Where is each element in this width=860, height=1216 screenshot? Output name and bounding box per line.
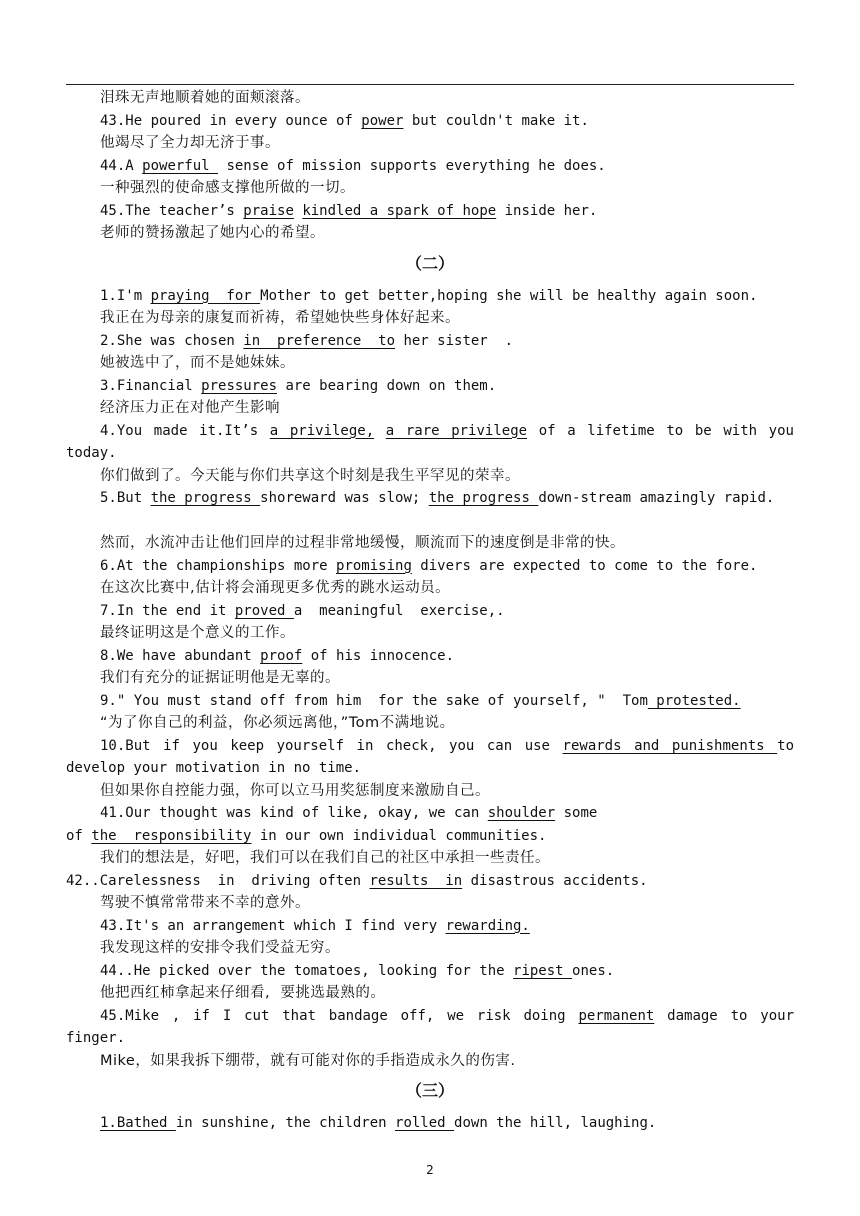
sentence-43: 43.It's an arrangement which I find very rewarding. [100,917,530,934]
sentence-45: 45.Mike , if I cut that bandage off, we risk doing permanent damage to your finger. [66,1007,794,1046]
answer-blank: praise [243,202,294,219]
answer-blank: results in [369,872,463,889]
sentence-2: 2.She was chosen in preference to her sister . [100,332,514,349]
answer-blank: a privilege, [269,422,375,439]
answer-blank: a rare privilege [385,422,528,439]
document-body [66,87,794,1135]
translation-1: 我正在为母亲的康复而祈祷，希望她快些身体好起来。 [100,310,460,326]
sentence-7: 7.In the end it proved a meaningful exercise,. [100,602,505,619]
answer-blank: 1.Bathed [100,1115,176,1131]
sentence-3: 3.Financial pressures are bearing down on them. [100,377,497,394]
answer-blank: powerful [142,157,219,174]
answer-blank: proved [234,602,294,619]
translation-2: 她被选中了，而不是她妹妹。 [100,355,295,371]
translation-41: 我们的想法是，好吧，我们可以在我们自己的社区中承担一些责任。 [100,850,550,866]
translation-43: 他竭尽了全力却无济于事。 [100,135,280,151]
translation-7: 最终证明这是个意义的工作。 [100,625,295,641]
page-number: 2 [426,1163,434,1177]
translation-10: 但如果你自控能力强，你可以立马用奖惩制度来激励自己。 [100,782,490,799]
translation-45: 老师的赞扬激起了她内心的希望。 [100,225,325,241]
answer-blank: praying for [150,287,261,304]
answer-blank: kindled a spark of hope [302,202,497,219]
answer-blank: pressures [201,377,278,394]
header-rule [66,84,794,85]
translation-44: 他把西红柿拿起来仔细看, 要挑选最熟的。 [100,985,386,1001]
sentence-44: 44..He picked over the tomatoes, looking for the ripest ones. [100,962,615,979]
sentence-1: 1.Bathed in sunshine, the children rolled down the hill, laughing. [100,1115,657,1131]
sentence-6: 6.At the championships more promising divers are expected to come to the fore. [100,557,758,574]
sentence-1: 1.I'm praying for Mother to get better,hoping she will be healthy again soon. [100,287,758,304]
translation-line: 泪珠无声地顺着她的面颊滚落。 [100,90,310,106]
translation-45: Mike，如果我拆下绷带，就有可能对你的手指造成永久的伤害. [100,1052,516,1069]
translation-43: 我发现这样的安排令我们受益无穷。 [100,940,340,956]
translation-6: 在这次比赛中,估计将会涌现更多优秀的跳水运动员。 [100,580,451,596]
answer-blank: the responsibility [91,827,252,844]
answer-blank: in preference to [243,332,396,349]
sentence-41-continued: of the responsibility in our own individual communities. [66,827,547,844]
translation-4: 你们做到了。今天能与你们共享这个时刻是我生平罕见的荣幸。 [100,467,520,484]
answer-blank: promising [336,557,412,574]
sentence-8: 8.We have abundant proof of his innocence. [100,647,455,664]
section-heading-2: （二） [405,253,454,273]
sentence-9: 9." You must stand off from him for the sake of yourself, " Tom protested. [100,692,741,709]
answer-blank: rewards and punishments [562,737,778,754]
translation-9: “为了你自己的利益，你必须远离他，”Tom不满地说。 [100,715,455,731]
translation-8: 我们有充分的证据证明他是无辜的。 [100,670,340,686]
section-heading-3: （三） [405,1081,454,1100]
translation-3: 经济压力正在对他产生影响 [100,400,280,416]
sentence-43: 43.He poured in every ounce of power but couldn't make it. [100,112,589,129]
sentence-41: 41.Our thought was kind of like, okay, we can shoulder some [100,805,598,821]
answer-blank: the progress [428,490,539,506]
translation-42: 驾驶不慎常常带来不幸的意外。 [100,895,310,911]
answer-blank: permanent [578,1007,655,1024]
answer-blank: proof [260,647,303,664]
answer-blank: ripest [513,962,573,979]
sentence-5: 5.But the progress shoreward was slow; the progress down-stream amazingly rapid. [100,490,775,506]
answer-blank: power [361,112,404,129]
sentence-45: 45.The teacher’s praise kindled a spark of hope inside her. [100,202,598,219]
sentence-42: 42..Carelessness in driving often results in disastrous accidents. [66,872,648,889]
translation-5: 然而，水流冲击让他们回岸的过程非常地缓慢，顺流而下的速度倒是非常的快。 [100,535,625,551]
answer-blank: rewarding. [445,917,530,934]
answer-blank: shoulder [487,805,556,821]
answer-blank: protested. [647,692,741,709]
answer-blank: the progress [150,490,261,506]
sentence-10: 10.But if you keep yourself in check, you can use rewards and punishments to develop your motivation in no time. [66,737,795,776]
sentence-44: 44.A powerful sense of mission supports everything he does. [100,157,606,174]
translation-44: 一种强烈的使命感支撑他所做的一切。 [100,180,355,196]
sentence-4: 4.You made it.It’s a privilege, a rare privilege of a lifetime to be with you today. [66,422,794,461]
answer-blank: rolled [395,1115,455,1131]
